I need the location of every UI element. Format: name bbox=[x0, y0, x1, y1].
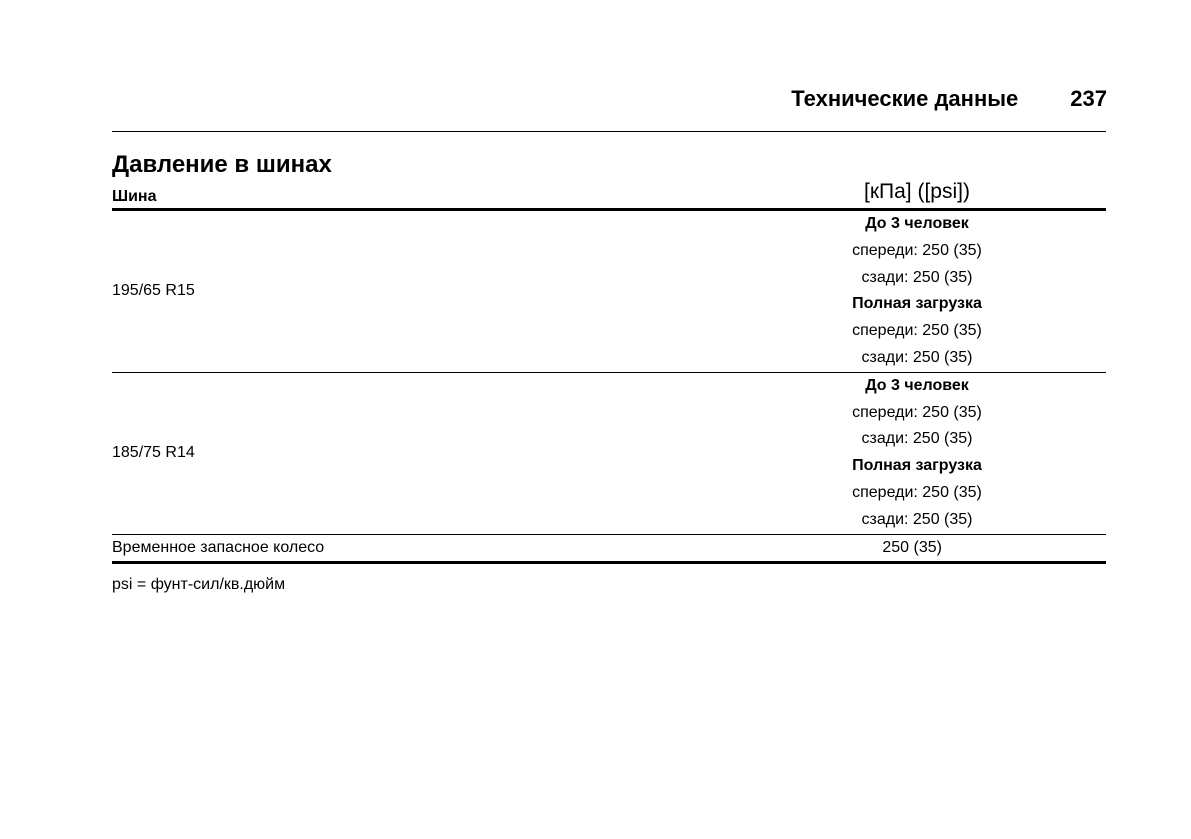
column-header-tire: Шина bbox=[112, 188, 157, 205]
running-header bbox=[791, 84, 1107, 114]
column-header-pressure: [кПа] ([psi]) bbox=[864, 180, 970, 203]
pressure-front: спереди: 250 (35) bbox=[852, 241, 982, 259]
pressure-rear: сзади: 250 (35) bbox=[861, 268, 973, 286]
section-title: Давление в шинах bbox=[112, 151, 332, 178]
pressure-front: спереди: 250 (35) bbox=[852, 403, 982, 421]
load-group-heading: Полная загрузка bbox=[852, 457, 982, 475]
spare-tire-label: Временное запасное колесо bbox=[112, 538, 325, 556]
table-row bbox=[112, 373, 1106, 535]
pressure-rear: сзади: 250 (35) bbox=[861, 348, 973, 366]
chapter-title: Технические данные bbox=[791, 86, 1019, 111]
pressure-values bbox=[722, 373, 1106, 534]
load-group-heading: До 3 человек bbox=[865, 376, 969, 394]
tire-pressure-table bbox=[112, 177, 1106, 564]
page-number: 237 bbox=[1070, 86, 1107, 111]
tire-size: 185/75 R14 bbox=[112, 444, 195, 462]
table-header-row bbox=[112, 177, 1106, 211]
pressure-front: спереди: 250 (35) bbox=[852, 322, 982, 340]
pressure-front: спереди: 250 (35) bbox=[852, 483, 982, 501]
table-row bbox=[112, 211, 1106, 373]
spare-tire-pressure: 250 (35) bbox=[882, 538, 942, 556]
footnote: psi = фунт-сил/кв.дюйм bbox=[112, 576, 286, 593]
pressure-rear: сзади: 250 (35) bbox=[861, 430, 973, 448]
header-rule bbox=[112, 131, 1106, 132]
pressure-values bbox=[722, 211, 1106, 372]
tire-size: 195/65 R15 bbox=[112, 282, 195, 300]
pressure-rear: сзади: 250 (35) bbox=[861, 510, 973, 528]
table-row-spare bbox=[112, 535, 1106, 564]
load-group-heading: Полная загрузка bbox=[852, 295, 982, 313]
load-group-heading: До 3 человек bbox=[865, 215, 969, 232]
